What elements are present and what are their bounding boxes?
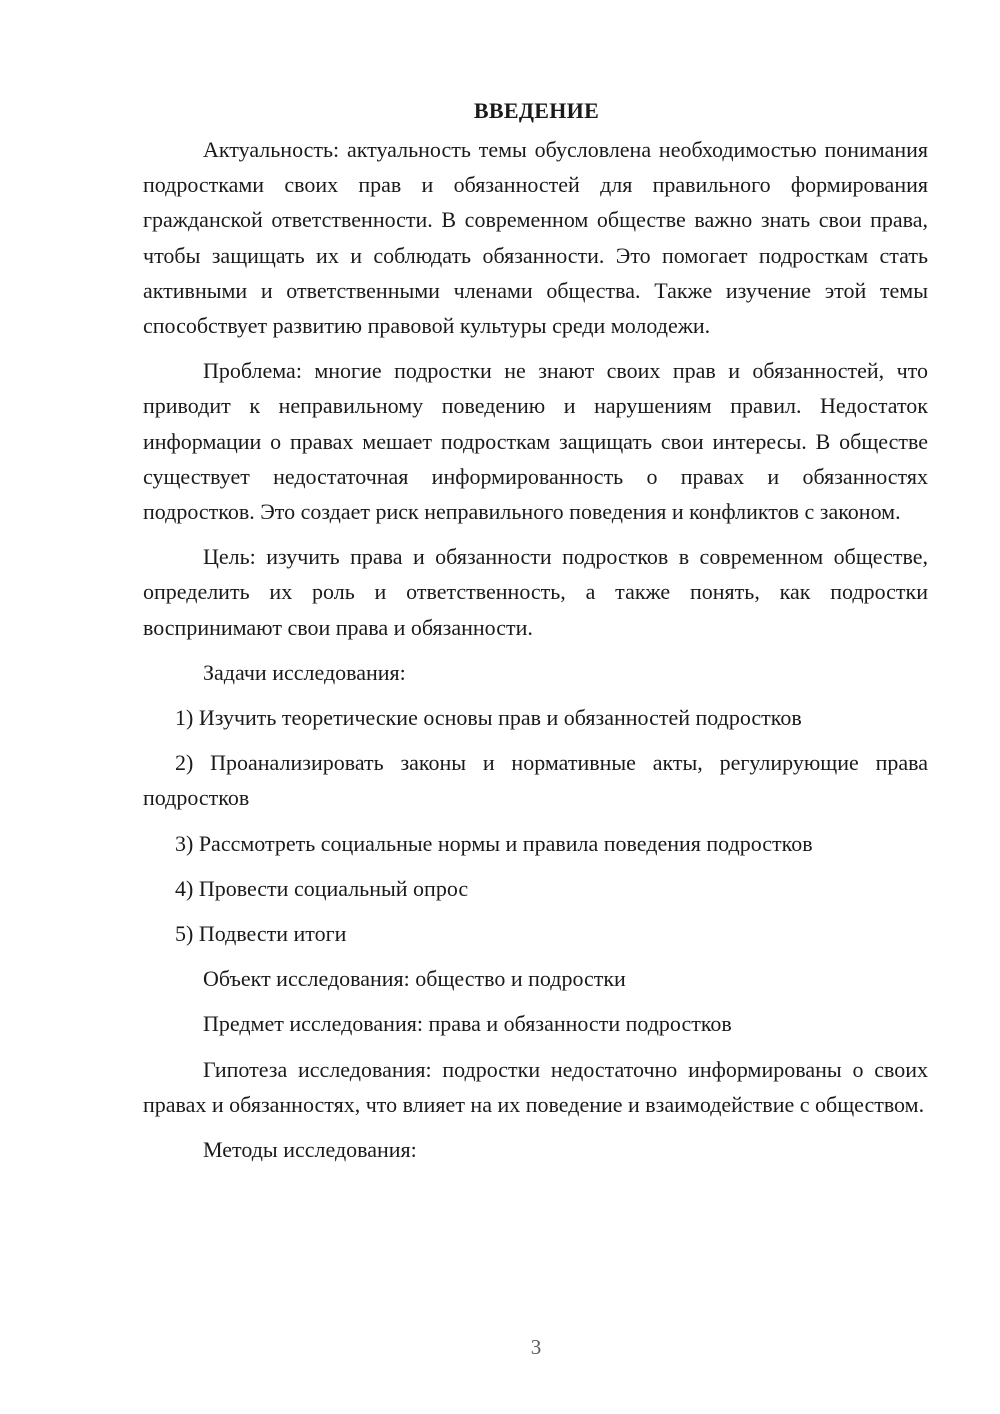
task-item: 5) Подвести итоги	[175, 921, 347, 947]
hypothesis-paragraph: Гипотеза исследования: подростки недостаточно информированы о своих правах и обязанностях, что влияет на их поведение и взаимодействие с обществом.	[143, 1056, 928, 1117]
tasks-heading: Задачи исследования:	[203, 659, 406, 685]
object-paragraph: Объект исследования: общество и подростки	[203, 966, 626, 992]
task-item: 1) Изучить теоретические основы прав и обязанностей подростков	[175, 705, 802, 731]
task-item: 4) Провести социальный опрос	[175, 875, 469, 901]
subject-paragraph: Предмет исследования: права и обязанности подростков	[203, 1011, 732, 1037]
page-number: 3	[530, 1335, 542, 1359]
task-item: 3) Рассмотреть социальные нормы и правила поведения подростков	[175, 830, 813, 856]
goal-paragraph: Цель: изучить права и обязанности подростков в современном обществе, определить их роль и ответственность, а также понять, как подростки воспринимают свои права и обязанности.	[143, 544, 928, 640]
page-content	[143, 93, 928, 1177]
methods-heading: Методы исследования:	[203, 1137, 417, 1163]
section-title: ВВЕДЕНИЕ	[473, 98, 600, 123]
relevance-paragraph: Актуальность: актуальность темы обусловлена необходимостью понимания подростками своих прав и обязанностей для правильного формирования гражданской ответственности. В современном обществе важно знать свои права, чтобы защищать их и соблюдать обязанности. Это помогает подросткам стать активными и ответственными членами общества. Также изучение этой темы способствует развитию правовой культуры среди молодежи.	[143, 137, 928, 339]
problem-paragraph: Проблема: многие подростки не знают своих прав и обязанностей, что приводит к неправильному поведению и нарушениям правил. Недостаток информации о правах мешает подросткам защищать свои интересы. В обществе существует недостаточная информированность о правах и обязанностях подростков. Это создает риск неправильного поведения и конфликтов с законом.	[143, 358, 928, 525]
tasks-list	[143, 700, 928, 951]
task-item: 2) Проанализировать законы и нормативные акты, регулирующие права подростков	[143, 750, 928, 811]
